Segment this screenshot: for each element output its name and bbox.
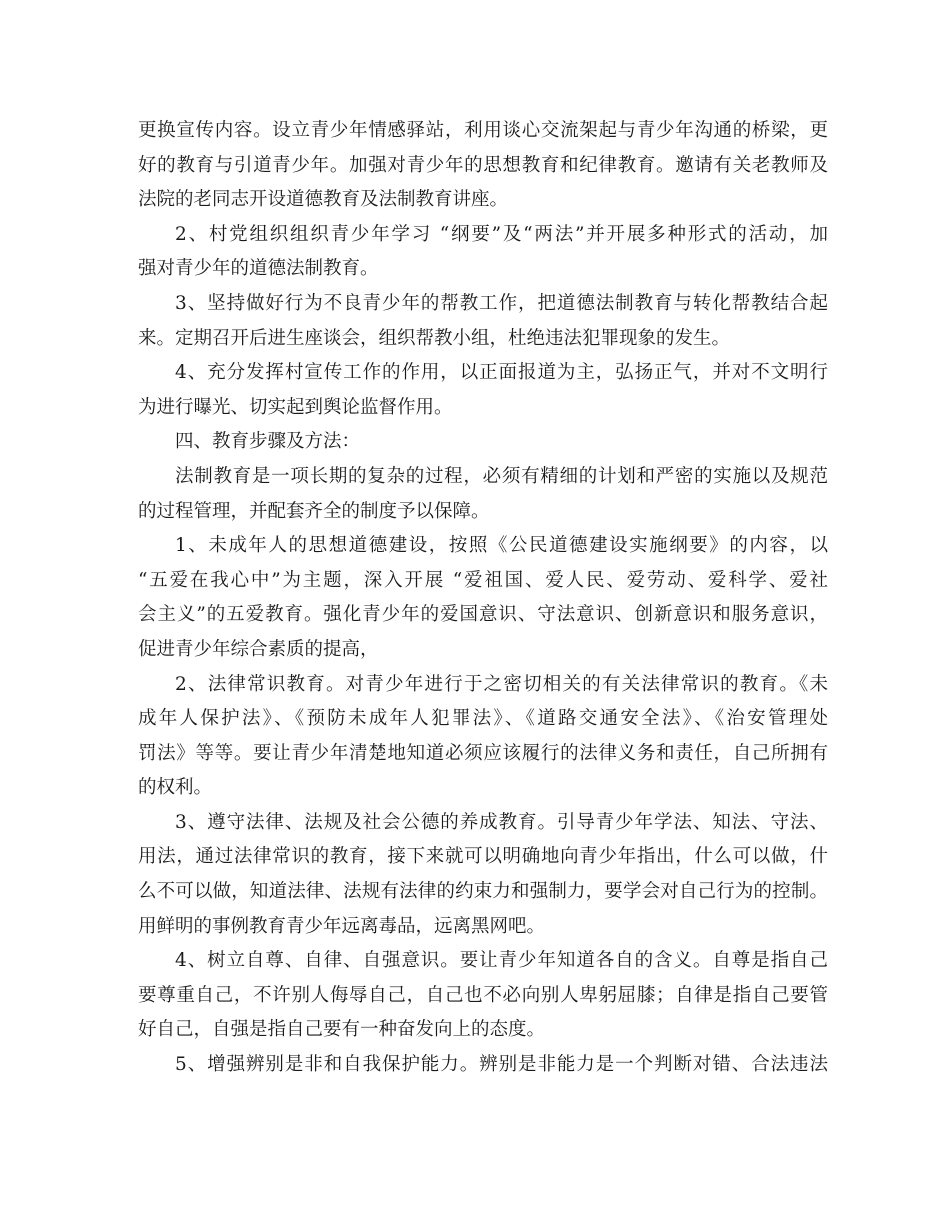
text-line: 么不可以做，知道法律、法规有法律的约束力和强制力，要学会对自己行为的控制。 bbox=[138, 881, 828, 903]
text-line: 会主义”的五爱教育。强化青少年的爱国意识、守法意识、创新意识和服务意识， bbox=[138, 604, 828, 626]
text-line: 促进青少年综合素质的提高， bbox=[138, 638, 379, 660]
text-line: 的过程管理，并配套齐全的制度予以保障。 bbox=[138, 500, 490, 522]
text-line: 成年人保护法》、《预防未成年人犯罪法》、《道路交通安全法》、《治安管理处 bbox=[138, 708, 828, 730]
text-line: 法院的老同志开设道德教育及法制教育讲座。 bbox=[138, 189, 509, 211]
text-line: 更换宣传内容。设立青少年情感驿站，利用谈心交流架起与青少年沟通的桥梁，更 bbox=[138, 120, 828, 141]
text-line: 3、遵守法律、法规及社会公德的养成教育。引导青少年学法、知法、守法、 bbox=[175, 811, 828, 833]
document-body bbox=[138, 114, 828, 1083]
text-line: 3、坚持做好行为不良青少年的帮教工作，把道德法制教育与转化帮教结合起 bbox=[175, 292, 828, 314]
text-line: 5、增强辨别是非和自我保护能力。辨别是非能力是一个判断对错、合法违法 bbox=[175, 1054, 828, 1076]
text-line: 好自己，自强是指自己要有一种奋发向上的态度。 bbox=[138, 1019, 546, 1041]
text-line: 用法，通过法律常识的教育，接下来就可以明确地向青少年指出，什么可以做，什 bbox=[138, 846, 828, 868]
text-line: 的权利。 bbox=[138, 777, 213, 799]
text-line: 4、树立自尊、自律、自强意识。要让青少年知道各自的含义。自尊是指自己 bbox=[175, 950, 828, 972]
text-line: 来。定期召开后进生座谈会，组织帮教小组，杜绝违法犯罪现象的发生。 bbox=[138, 327, 731, 349]
text-line: 法制教育是一项长期的复杂的过程，必须有精细的计划和严密的实施以及规范 bbox=[175, 465, 828, 487]
text-line: 强对青少年的道德法制教育。 bbox=[138, 258, 379, 280]
text-line: “五爱在我心中”为主题，深入开展 “爱祖国、爱人民、爱劳动、爱科学、爱社 bbox=[138, 569, 828, 591]
text-line: 要尊重自己，不许别人侮辱自己，自己也不必向别人卑躬屈膝；自律是指自己要管 bbox=[138, 984, 828, 1006]
text-line: 罚法》等等。要让青少年清楚地知道必须应该履行的法律义务和责任，自己所拥有 bbox=[138, 742, 828, 764]
text-line: 2、法律常识教育。对青少年进行于之密切相关的有关法律常识的教育。《未 bbox=[175, 673, 828, 695]
text-line: 好的教育与引道青少年。加强对青少年的思想教育和纪律教育。邀请有关老教师及 bbox=[138, 154, 828, 176]
text-line: 2、村党组织组织青少年学习 “纲要”及“两法”并开展多种形式的活动，加 bbox=[175, 223, 828, 245]
text-line: 4、充分发挥村宣传工作的作用，以正面报道为主，弘扬正气，并对不文明行 bbox=[175, 362, 828, 384]
text-line: 1、未成年人的思想道德建设，按照《公民道德建设实施纲要》的内容，以 bbox=[175, 535, 828, 557]
section-heading: 四、教育步骤及方法： bbox=[175, 431, 361, 453]
text-line: 为进行曝光、切实起到舆论监督作用。 bbox=[138, 396, 453, 418]
text-line: 用鲜明的事例教育青少年远离毒品，远离黑网吧。 bbox=[138, 915, 546, 937]
